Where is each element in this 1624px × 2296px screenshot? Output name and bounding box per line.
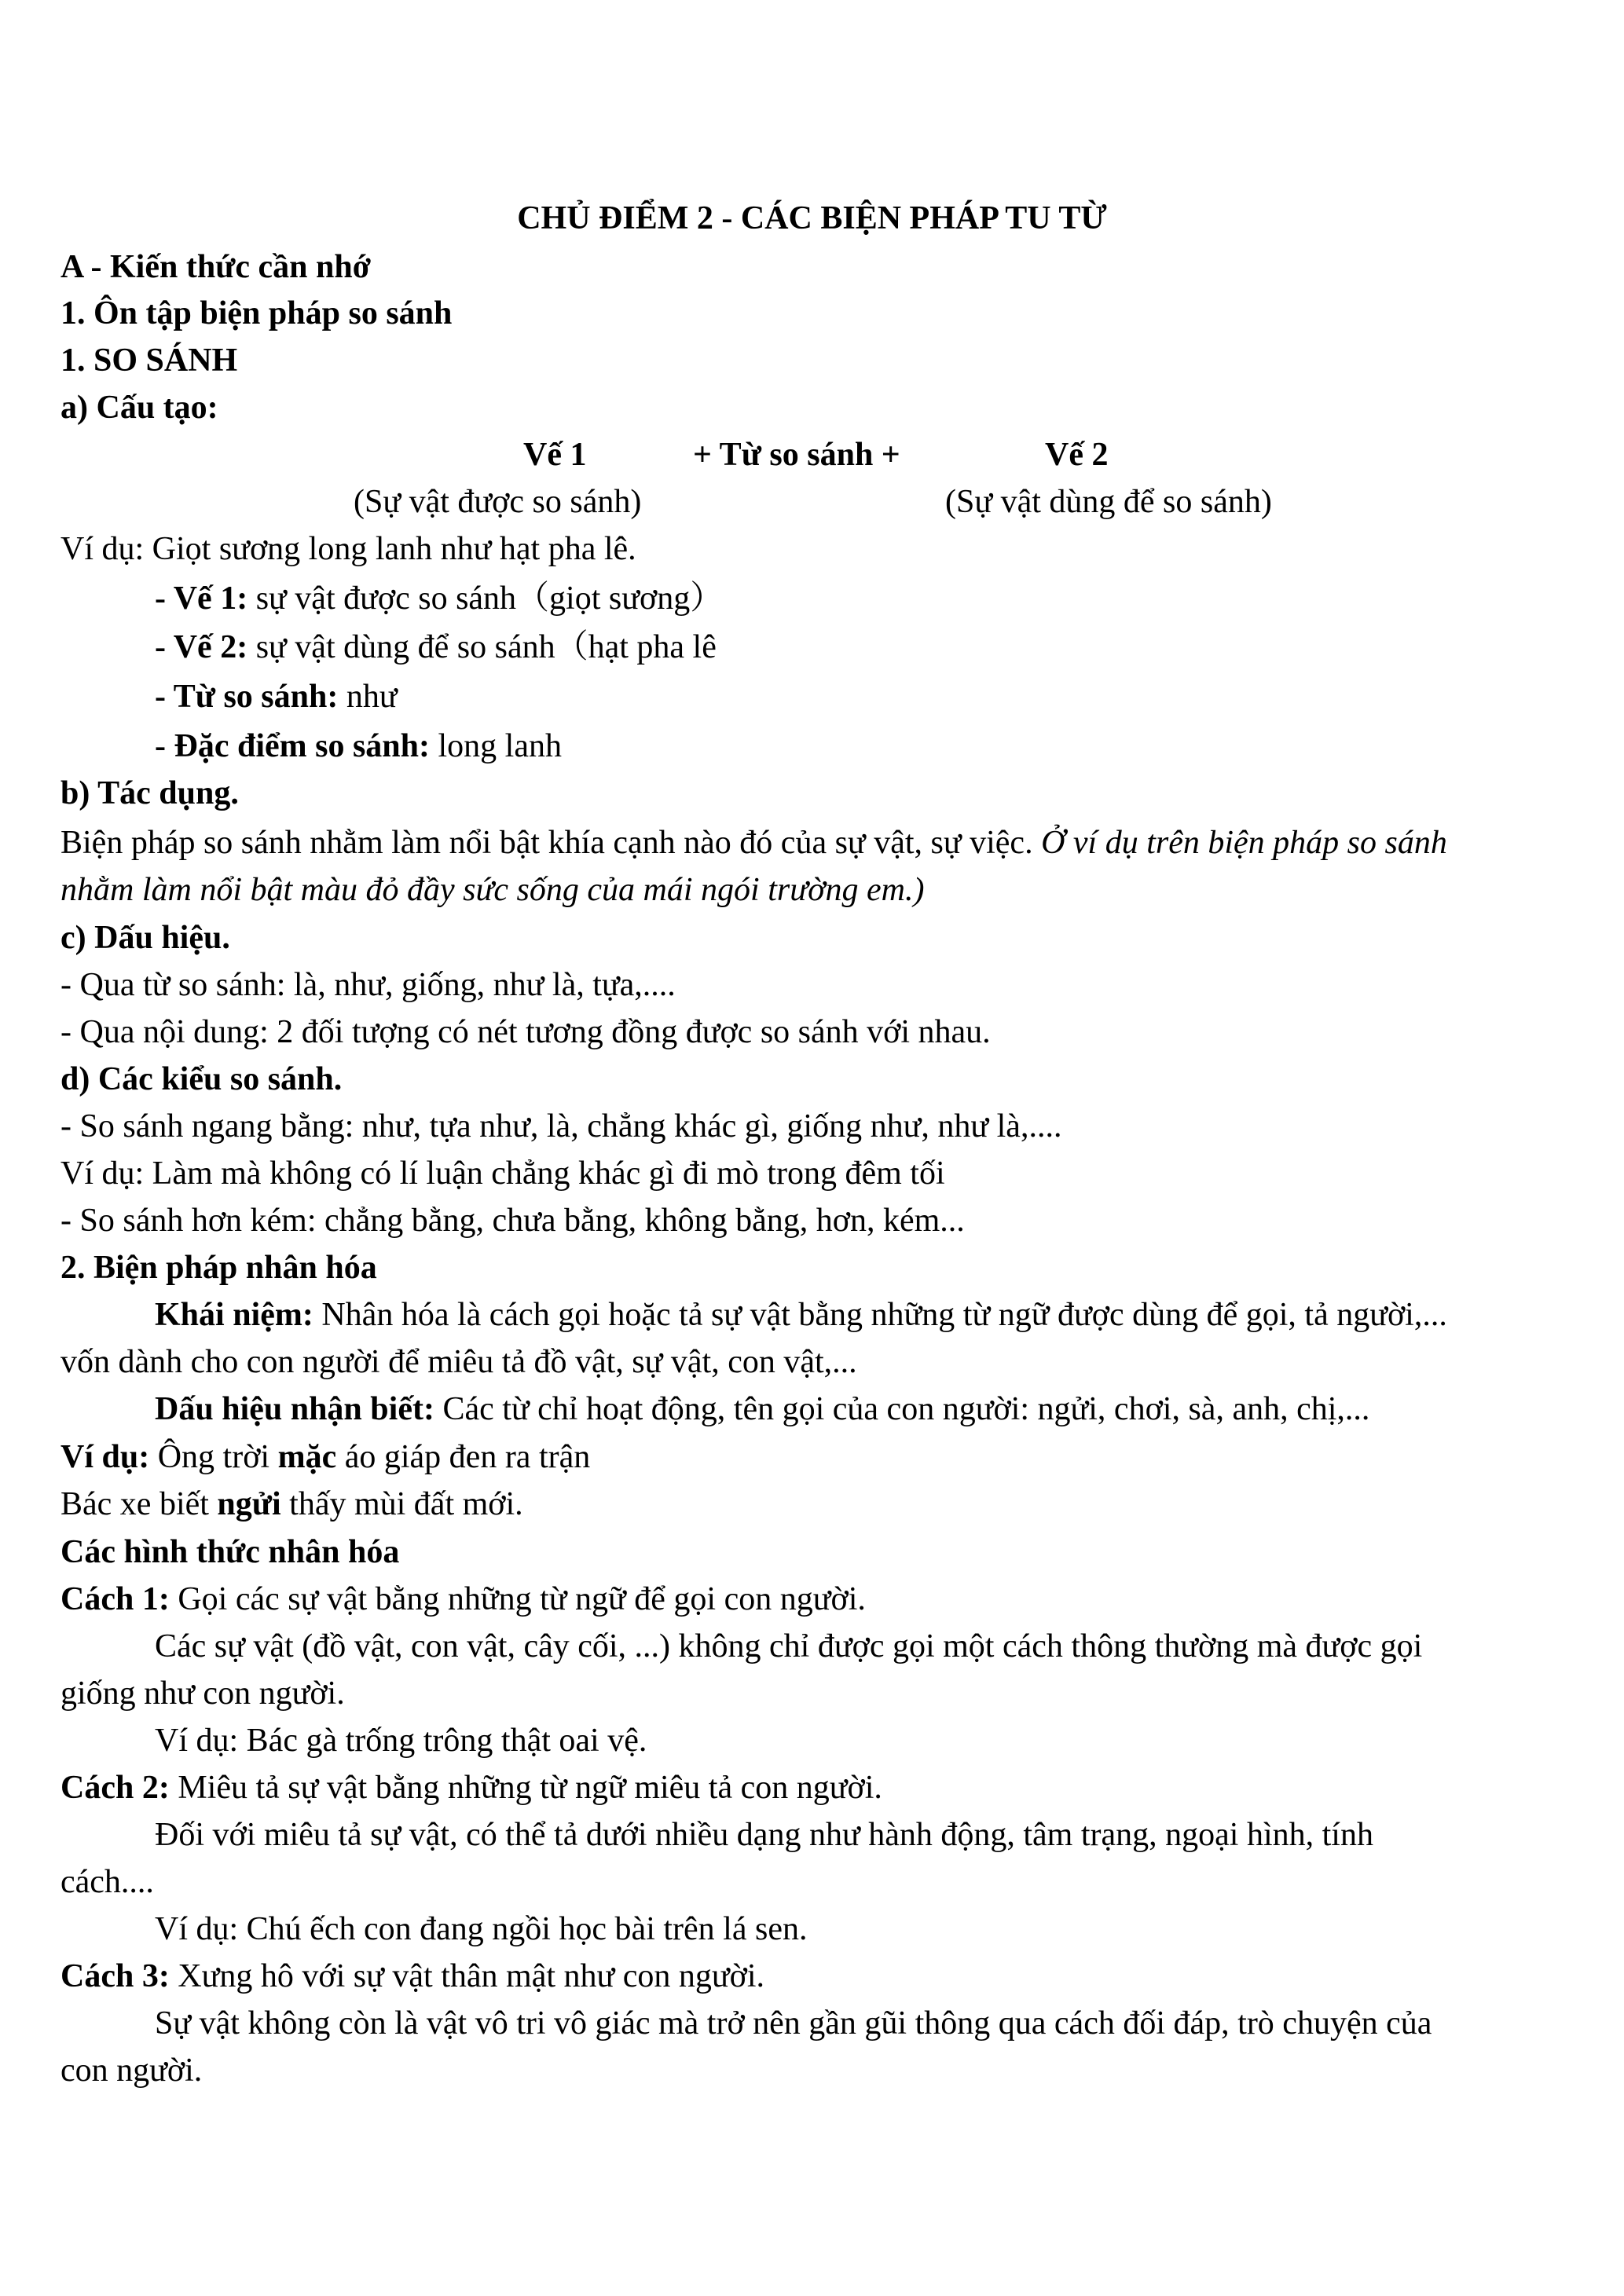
cach-3-label: Cách 3:	[60, 1958, 170, 1994]
part-text: như	[338, 679, 398, 715]
heading-forms: Các hình thức nhân hóa	[60, 1534, 400, 1570]
part-text: long lanh	[430, 728, 562, 764]
dau-hieu-nhan-biet	[155, 1386, 1369, 1433]
formula-ve1: Vế 1	[523, 437, 587, 473]
formula-ve2: Vế 2	[1045, 437, 1109, 473]
cach-1-desc-line1: Các sự vật (đồ vật, con vật, cây cối, ...) không chỉ được gọi một cách thông thường mà được gọi	[155, 1628, 1423, 1664]
cach-2-desc-line1: Đối với miêu tả sự vật, có thể tả dưới nhiều dạng như hành động, tâm trạng, ngoại hình, tính	[155, 1817, 1373, 1853]
part-ve1	[155, 575, 723, 622]
part-tu-so-sanh	[155, 673, 398, 720]
heading-b-tac-dung: b) Tác dụng.	[60, 775, 239, 811]
cach-2-example: Ví dụ: Chú ếch con đang ngồi học bài trên lá sen.	[155, 1911, 808, 1947]
cach-3	[60, 1953, 764, 2000]
example-2-text-end: áo giáp đen ra trận	[336, 1439, 591, 1475]
b-italic-text: Ở ví dụ trên biện pháp so sánh	[1041, 825, 1447, 861]
cach-2	[60, 1764, 882, 1811]
cach-1	[60, 1576, 866, 1623]
heading-c-dau-hieu: c) Dấu hiệu.	[60, 920, 230, 956]
d-line-1: - So sánh ngang bằng: như, tựa như, là, chẳng khác gì, giống như, như là,....	[60, 1108, 1062, 1144]
cach-3-text: Xưng hô với sự vật thân mật như con người.	[169, 1958, 765, 1994]
heading-2-nhan-hoa: 2. Biện pháp nhân hóa	[60, 1250, 377, 1286]
part-label: - Đặc điểm so sánh:	[155, 728, 431, 764]
part-ve2	[155, 624, 717, 671]
example-2-label: Ví dụ:	[60, 1439, 150, 1475]
d-line-2: Ví dụ: Làm mà không có lí luận chẳng khác gì đi mò trong đêm tối	[60, 1155, 945, 1192]
cach-3-desc-line1: Sự vật không còn là vật vô tri vô giác mà trở nên gần gũi thông qua cách đối đáp, trò chuyện của	[155, 2005, 1432, 2041]
dau-hieu-text: Các từ chỉ hoạt động, tên gọi của con người: ngửi, chơi, sà, anh, chị,...	[434, 1391, 1370, 1427]
b-text: Biện pháp so sánh nhằm làm nổi bật khía cạnh nào đó của sự vật, sự việc.	[60, 825, 1033, 861]
heading-1-so-sanh: 1. SO SÁNH	[60, 342, 238, 379]
example-1: Ví dụ: Giọt sương long lanh như hạt pha lê.	[60, 531, 636, 567]
khai-niem-label: Khái niệm:	[155, 1297, 313, 1333]
cach-1-text: Gọi các sự vật bằng những từ ngữ để gọi con người.	[169, 1581, 866, 1617]
heading-1-on-tap: 1. Ôn tập biện pháp so sánh	[60, 295, 453, 331]
dau-hieu-label: Dấu hiệu nhận biết:	[155, 1391, 434, 1427]
khai-niem-line2: vốn dành cho con người để miêu tả đồ vật, sự vật, con vật,...	[60, 1344, 857, 1380]
d-line-3: - So sánh hơn kém: chẳng bằng, chưa bằng, không bằng, hơn, kém...	[60, 1203, 965, 1239]
formula-ve2-desc: (Sự vật dùng để so sánh)	[945, 484, 1272, 520]
formula-tu-so-sanh: + Từ so sánh +	[693, 437, 900, 473]
cach-2-desc-line2: cách....	[60, 1864, 154, 1900]
example-3-text-end: thấy mùi đất mới.	[280, 1486, 523, 1522]
cach-1-desc-line2: giống như con người.	[60, 1675, 345, 1712]
part-label: - Vế 2:	[155, 629, 248, 665]
part-text: sự vật dùng để so sánh（hạt pha lê	[247, 629, 717, 665]
b-paragraph-line1	[60, 819, 1447, 866]
example-3-keyword: ngửi	[217, 1486, 281, 1522]
part-label: - Từ so sánh:	[155, 679, 339, 715]
cach-2-label: Cách 2:	[60, 1770, 170, 1806]
heading-d-cac-kieu: d) Các kiểu so sánh.	[60, 1061, 343, 1097]
cach-1-label: Cách 1:	[60, 1581, 170, 1617]
part-label: - Vế 1:	[155, 580, 248, 617]
heading-a-cau-tao: a) Cấu tạo:	[60, 390, 218, 426]
c-line-1: - Qua từ so sánh: là, như, giống, như là, tựa,....	[60, 967, 676, 1003]
section-a-heading: A - Kiến thức cần nhớ	[60, 249, 372, 285]
example-2	[60, 1434, 590, 1481]
example-3-text: Bác xe biết	[60, 1486, 218, 1522]
cach-2-text: Miêu tả sự vật bằng những từ ngữ miêu tả con người.	[169, 1770, 882, 1806]
example-2-keyword: mặc	[277, 1439, 337, 1475]
c-line-2: - Qua nội dung: 2 đối tượng có nét tương đồng được so sánh với nhau.	[60, 1014, 991, 1050]
b-paragraph-line2: nhằm làm nổi bật màu đỏ đầy sức sống của mái ngói trường em.)	[60, 872, 925, 908]
example-3	[60, 1481, 523, 1528]
formula-ve1-desc: (Sự vật được so sánh)	[354, 484, 642, 520]
part-text: sự vật được so sánh（giọt sương）	[247, 580, 724, 617]
cach-3-desc-line2: con người.	[60, 2052, 203, 2089]
example-2-text: Ông trời	[149, 1439, 278, 1475]
khai-niem-line1	[155, 1291, 1447, 1338]
khai-niem-text: Nhân hóa là cách gọi hoặc tả sự vật bằng những từ ngữ được dùng để gọi, tả người,...	[313, 1297, 1447, 1333]
cach-1-example: Ví dụ: Bác gà trống trông thật oai vệ.	[155, 1723, 647, 1759]
page-title: CHỦ ĐIỂM 2 - CÁC BIỆN PHÁP TU TỪ	[517, 200, 1107, 236]
part-dac-diem	[155, 723, 562, 770]
